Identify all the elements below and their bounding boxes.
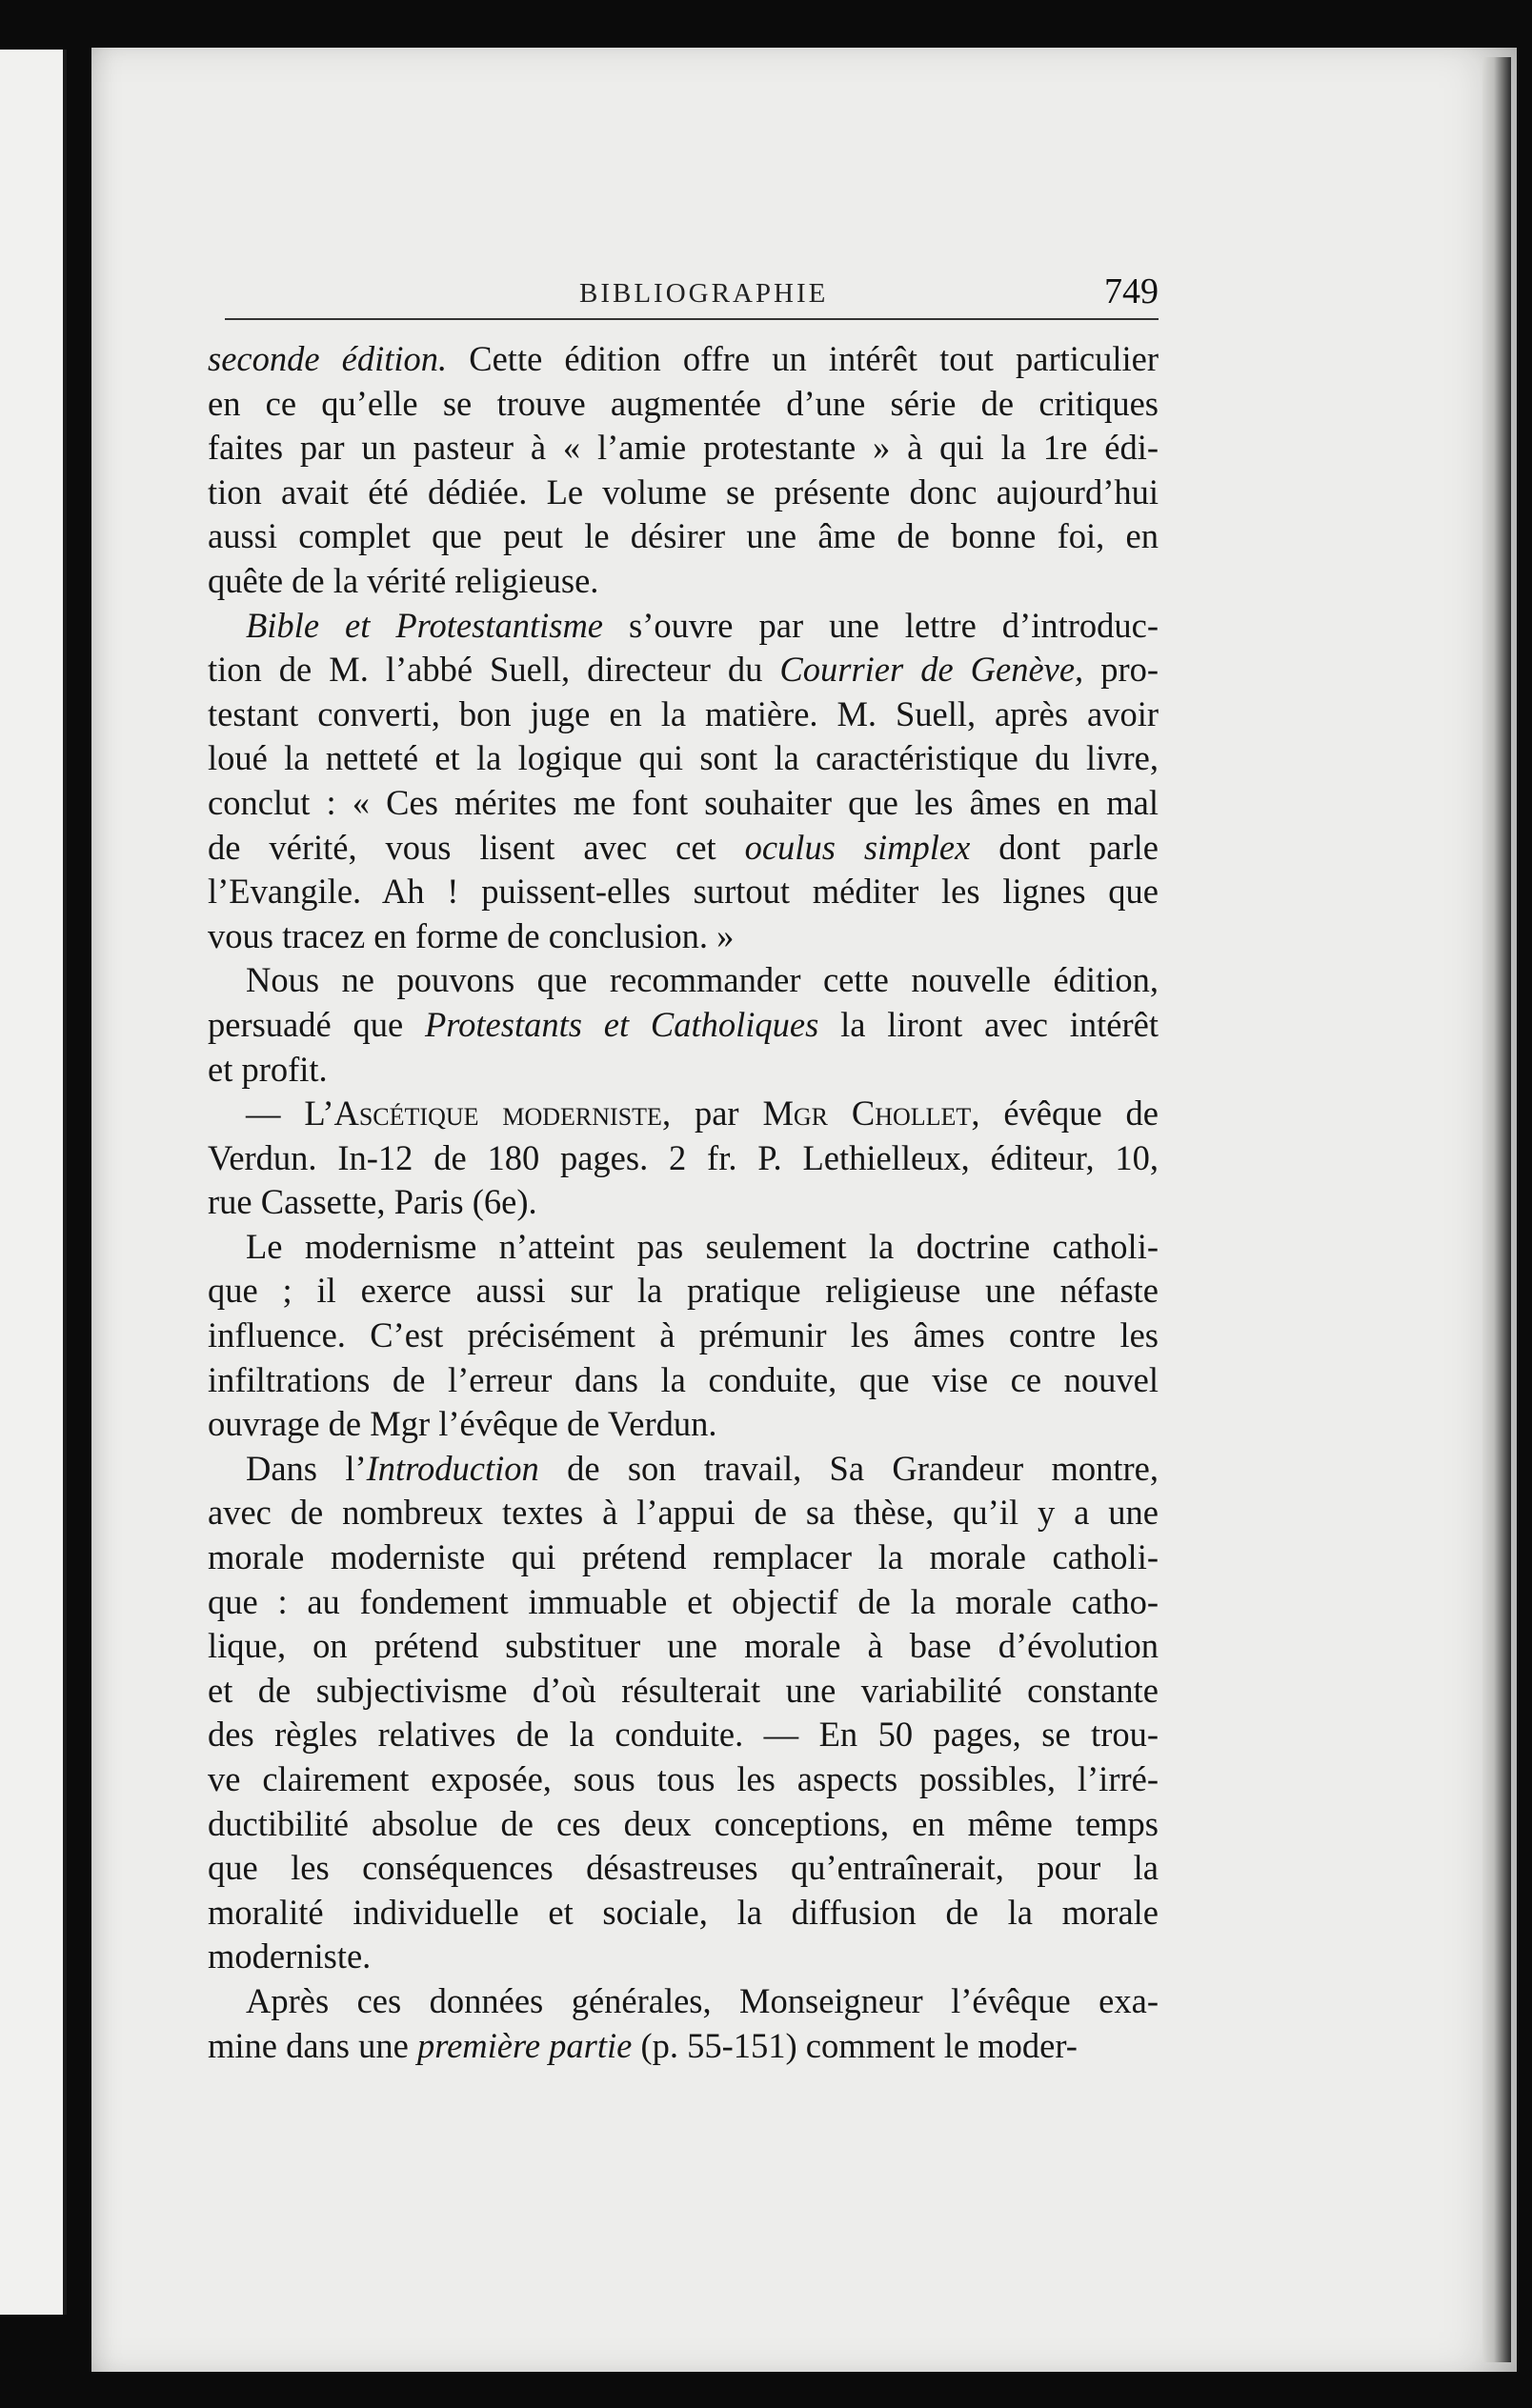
text-line (208, 382, 1159, 427)
text-run: en ce qu’elle se trouve augmentée d’une série de critiques (208, 383, 1159, 423)
text-run: , par (661, 1094, 763, 1134)
text-line (208, 648, 1159, 692)
text-run: , évêque de (971, 1094, 1159, 1134)
text-run: Dans l’ (246, 1448, 367, 1488)
text-run: aussi complet que peut le désirer une âme de bonne foi, en (208, 516, 1159, 556)
page-number: 749 (1104, 271, 1159, 311)
text-line (208, 604, 1159, 649)
text-line (208, 1092, 1159, 1136)
text-line (208, 559, 1159, 604)
text-line (208, 1048, 1159, 1093)
text-run: influence. C’est précisément à prémunir les âmes contre les (208, 1315, 1159, 1355)
text-run: infiltrations de l’erreur dans la conduite, que vise ce nouvel (208, 1359, 1159, 1399)
text-run: des règles relatives de la conduite. — En 50 pages, se trou- (208, 1715, 1159, 1755)
text-line (208, 1624, 1159, 1669)
text-run: testant converti, bon juge en la matière. M. Suell, après avoir (208, 693, 1159, 733)
text-line (208, 1314, 1159, 1358)
text-run: ve clairement exposée, sous tous les aspects possibles, l’irré- (208, 1759, 1159, 1798)
text-run: morale moderniste qui prétend remplacer la morale catholi- (208, 1537, 1159, 1577)
text-run: (p. 55-151) comment le moder- (632, 2025, 1078, 2065)
text-line (208, 1180, 1159, 1225)
text-run: faites par un pasteur à « l’amie protestante » à qui la 1re édi- (208, 428, 1159, 468)
text-run: de vérité, vous lisent avec cet (208, 827, 745, 867)
text-line (208, 1269, 1159, 1314)
text-line (208, 1225, 1159, 1270)
text-line (208, 2024, 1159, 2069)
small-caps-text: Mgr Chollet (762, 1094, 972, 1134)
text-line (208, 958, 1159, 1003)
text-line (208, 1003, 1159, 1048)
text-line (208, 826, 1159, 871)
text-run: moralité individuelle et sociale, la diffusion de la morale (208, 1892, 1159, 1932)
text-run: que ; il exerce aussi sur la pratique religieuse une néfaste (208, 1271, 1159, 1311)
text-run: pro- (1083, 650, 1159, 690)
italic-text: Bible et Protestantisme (246, 605, 604, 645)
text-run: loué la netteté et la logique qui sont la caractéristique du livre, (208, 738, 1159, 778)
italic-text: Introduction (366, 1448, 539, 1488)
text-line (208, 514, 1159, 559)
text-run: ouvrage de Mgr l’évêque de Verdun. (208, 1404, 717, 1444)
text-run: lique, on prétend substituer une morale à base d’évolution (208, 1626, 1159, 1666)
text-run: Nous ne pouvons que recommander cette nouvelle édition, (246, 960, 1159, 1000)
text-line (208, 1669, 1159, 1714)
text-line (208, 337, 1159, 382)
header-rule (225, 318, 1159, 320)
text-run: — L’ (246, 1094, 334, 1134)
text-run: avec de nombreux textes à l’appui de sa thèse, qu’il y a une (208, 1493, 1159, 1533)
text-run: persuadé que (208, 1004, 426, 1044)
text-run: Verdun. In-12 de 180 pages. 2 fr. P. Lethielleux, éditeur, 10, (208, 1137, 1159, 1177)
text-line (208, 1491, 1159, 1535)
text-run: vous tracez en forme de conclusion. » (208, 915, 735, 955)
text-run: Le modernisme n’atteint pas seulement la doctrine catholi- (246, 1226, 1159, 1266)
italic-text: Protestants et Catholiques (425, 1004, 819, 1044)
text-run: que les conséquences désastreuses qu’entraînerait, pour la (208, 1848, 1159, 1888)
text-run: conclut : « Ces mérites me font souhaiter que les âmes en mal (208, 782, 1159, 822)
text-run: de son travail, Sa Grandeur montre, (538, 1448, 1159, 1488)
text-line (208, 781, 1159, 826)
text-run: tion de M. l’abbé Suell, directeur du (208, 650, 780, 690)
text-line (208, 1358, 1159, 1403)
running-title: BIBLIOGRAPHIE (579, 278, 829, 309)
page-header (225, 265, 1159, 322)
text-line (208, 1979, 1159, 2024)
text-run: que : au fondement immuable et objectif de la morale catho- (208, 1581, 1159, 1621)
italic-text: seconde édition. (208, 339, 448, 378)
text-line (208, 736, 1159, 781)
text-line (208, 1713, 1159, 1757)
text-line (208, 1535, 1159, 1580)
text-line (208, 870, 1159, 914)
text-run: Cette édition offre un intérêt tout particulier (447, 339, 1159, 378)
text-line (208, 1757, 1159, 1802)
text-run: et profit. (208, 1049, 328, 1089)
text-run: quête de la vérité religieuse. (208, 560, 599, 600)
text-run: dont parle (970, 827, 1159, 867)
text-line (208, 1580, 1159, 1625)
text-run: ductibilité absolue de ces deux conceptions, en même temps (208, 1803, 1159, 1843)
body-text (208, 337, 1159, 2068)
italic-text: première partie (416, 2025, 633, 2065)
text-line (208, 1136, 1159, 1181)
facing-page-edge (0, 50, 67, 2315)
text-line (208, 1402, 1159, 1447)
italic-text: Courrier de Genève, (779, 650, 1084, 690)
text-run: tion avait été dédiée. Le volume se présente donc aujourd’hui (208, 472, 1159, 512)
text-line (208, 692, 1159, 737)
text-run: rue Cassette, Paris (6e). (208, 1182, 537, 1222)
text-line (208, 1891, 1159, 1936)
text-line (208, 914, 1159, 959)
text-run: la liront avec intérêt (818, 1004, 1159, 1044)
text-run: mine dans une (208, 2025, 417, 2065)
text-line (208, 1935, 1159, 1979)
text-line (208, 471, 1159, 515)
text-run: moderniste. (208, 1936, 372, 1977)
text-line (208, 1802, 1159, 1847)
text-line (208, 1447, 1159, 1492)
text-line (208, 426, 1159, 471)
text-run: Après ces données générales, Monseigneur l’évêque exa- (246, 1980, 1159, 2020)
small-caps-text: Ascétique moderniste (333, 1094, 662, 1134)
italic-text: oculus simplex (744, 827, 971, 867)
page-fore-edge (1482, 57, 1511, 2362)
text-run: et de subjectivisme d’où résulterait une variabilité constante (208, 1670, 1159, 1710)
text-run: s’ouvre par une lettre d’introduc- (603, 605, 1159, 645)
text-run: l’Evangile. Ah ! puissent-elles surtout méditer les lignes que (208, 872, 1159, 912)
text-line (208, 1846, 1159, 1891)
